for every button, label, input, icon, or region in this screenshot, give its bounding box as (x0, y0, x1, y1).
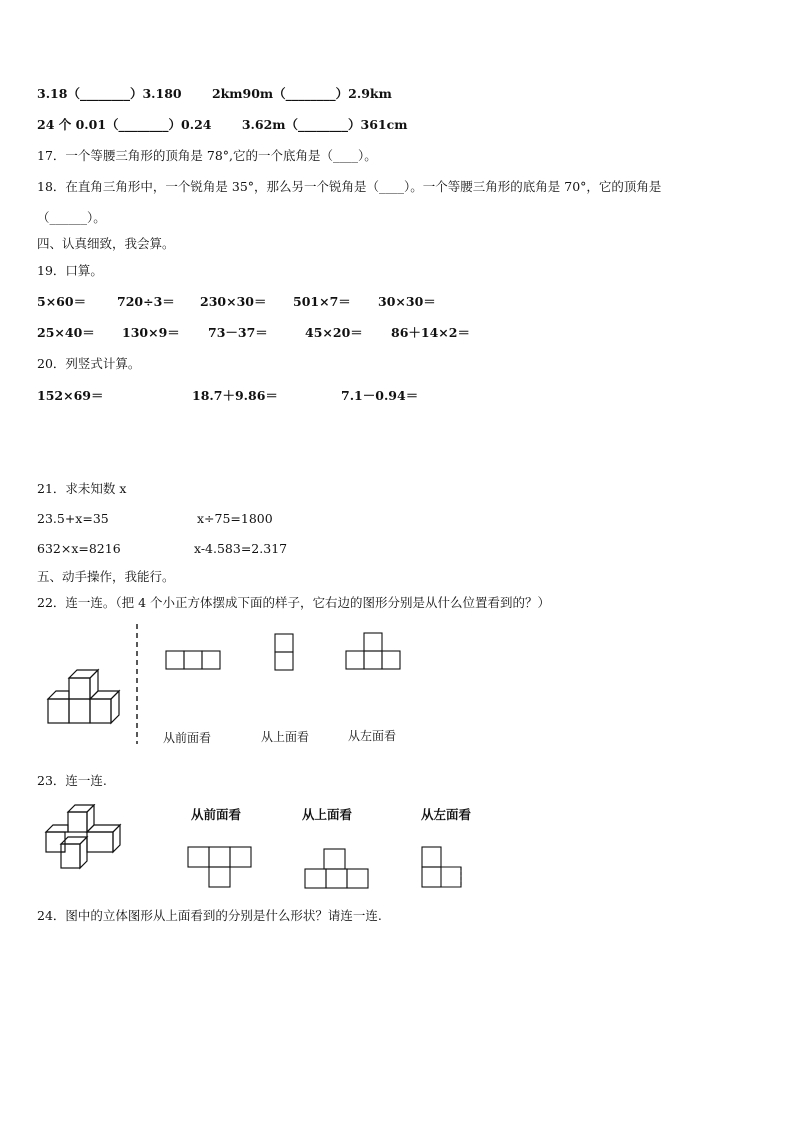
vertical-calc-item: 7.1－0.94＝ (341, 388, 419, 403)
section-5-heading: 五、动手操作，我能行。 (37, 569, 175, 584)
compare-item-4: 3.62m（________）361cm (241, 117, 408, 132)
question-19-title: 19．口算。 (37, 263, 103, 278)
question-17: 17．一个等腰三角形的顶角是 78°,它的一个底角是（____）。 (37, 148, 377, 163)
question-18-line-2: （______）。 (37, 210, 106, 225)
caption-top-view: 从上面看 (261, 730, 310, 744)
question-20-title: 20．列竖式计算。 (37, 356, 141, 371)
mental-math-item: 73－37＝ (208, 325, 268, 340)
question-24-title: 24．图中的立体图形从上面看到的分别是什么形状？请连一连. (37, 908, 382, 923)
caption-left-view-23: 从左面看 (421, 807, 472, 822)
question-21-title: 21．求未知数 x (37, 481, 127, 496)
view-shape-l-dashed (421, 846, 467, 890)
cube-stack-figure-22 (40, 664, 130, 730)
equation-item: x÷75=1800 (197, 511, 273, 526)
caption-top-view-23: 从上面看 (302, 807, 353, 822)
mental-math-item: 720÷3＝ (117, 294, 175, 309)
cube-stack-figure-23 (42, 804, 138, 874)
view-shape-row-of-three (165, 650, 223, 672)
mental-math-item: 5×60＝ (37, 294, 87, 309)
mental-math-row-1 (37, 292, 777, 310)
mental-math-item: 30×30＝ (378, 294, 436, 309)
question-18-line-1: 18．在直角三角形中，一个锐角是 35°，那么另一个锐角是（____）。一个等腰三角形的底角是 70°，它的顶角是 (37, 179, 662, 194)
question-23-title: 23．连一连. (37, 773, 107, 788)
equation-row-2 (37, 541, 777, 559)
vertical-calc-item: 18.7＋9.86＝ (192, 388, 278, 403)
vertical-calc-row (37, 386, 777, 404)
question-22-title: 22．连一连。（把 4 个小正方体摆成下面的样子，它右边的图形分别是从什么位置看到的？） (37, 595, 551, 610)
mental-math-item: 130×9＝ (122, 325, 180, 340)
view-shape-t-up (304, 848, 370, 892)
equation-row-1 (37, 511, 777, 529)
mental-math-item: 501×7＝ (293, 294, 351, 309)
equation-item: 632×x=8216 (37, 541, 121, 556)
compare-item-1: 3.18（________）3.180 (37, 86, 182, 101)
caption-front-view: 从前面看 (163, 731, 212, 745)
view-shape-three-with-top (345, 632, 403, 672)
section-4-heading: 四、认真细致，我会算。 (37, 236, 175, 251)
mental-math-item: 230×30＝ (200, 294, 267, 309)
dashed-divider (134, 624, 140, 744)
view-shape-t-down (187, 846, 253, 890)
compare-item-3: 24 个 0.01（________）0.24 (37, 117, 212, 132)
view-shape-column-of-two (274, 633, 296, 673)
caption-front-view-23: 从前面看 (191, 807, 242, 822)
mental-math-item: 25×40＝ (37, 325, 95, 340)
caption-left-view: 从左面看 (348, 729, 397, 743)
mental-math-item: 86＋14×2＝ (391, 325, 470, 340)
mental-math-item: 45×20＝ (305, 325, 363, 340)
equation-item: x-4.583=2.317 (194, 541, 288, 556)
compare-item-2: 2km90m（________）2.9km (211, 86, 392, 101)
equation-item: 23.5+x=35 (37, 511, 109, 526)
mental-math-row-2 (37, 323, 777, 341)
vertical-calc-item: 152×69＝ (37, 388, 104, 403)
